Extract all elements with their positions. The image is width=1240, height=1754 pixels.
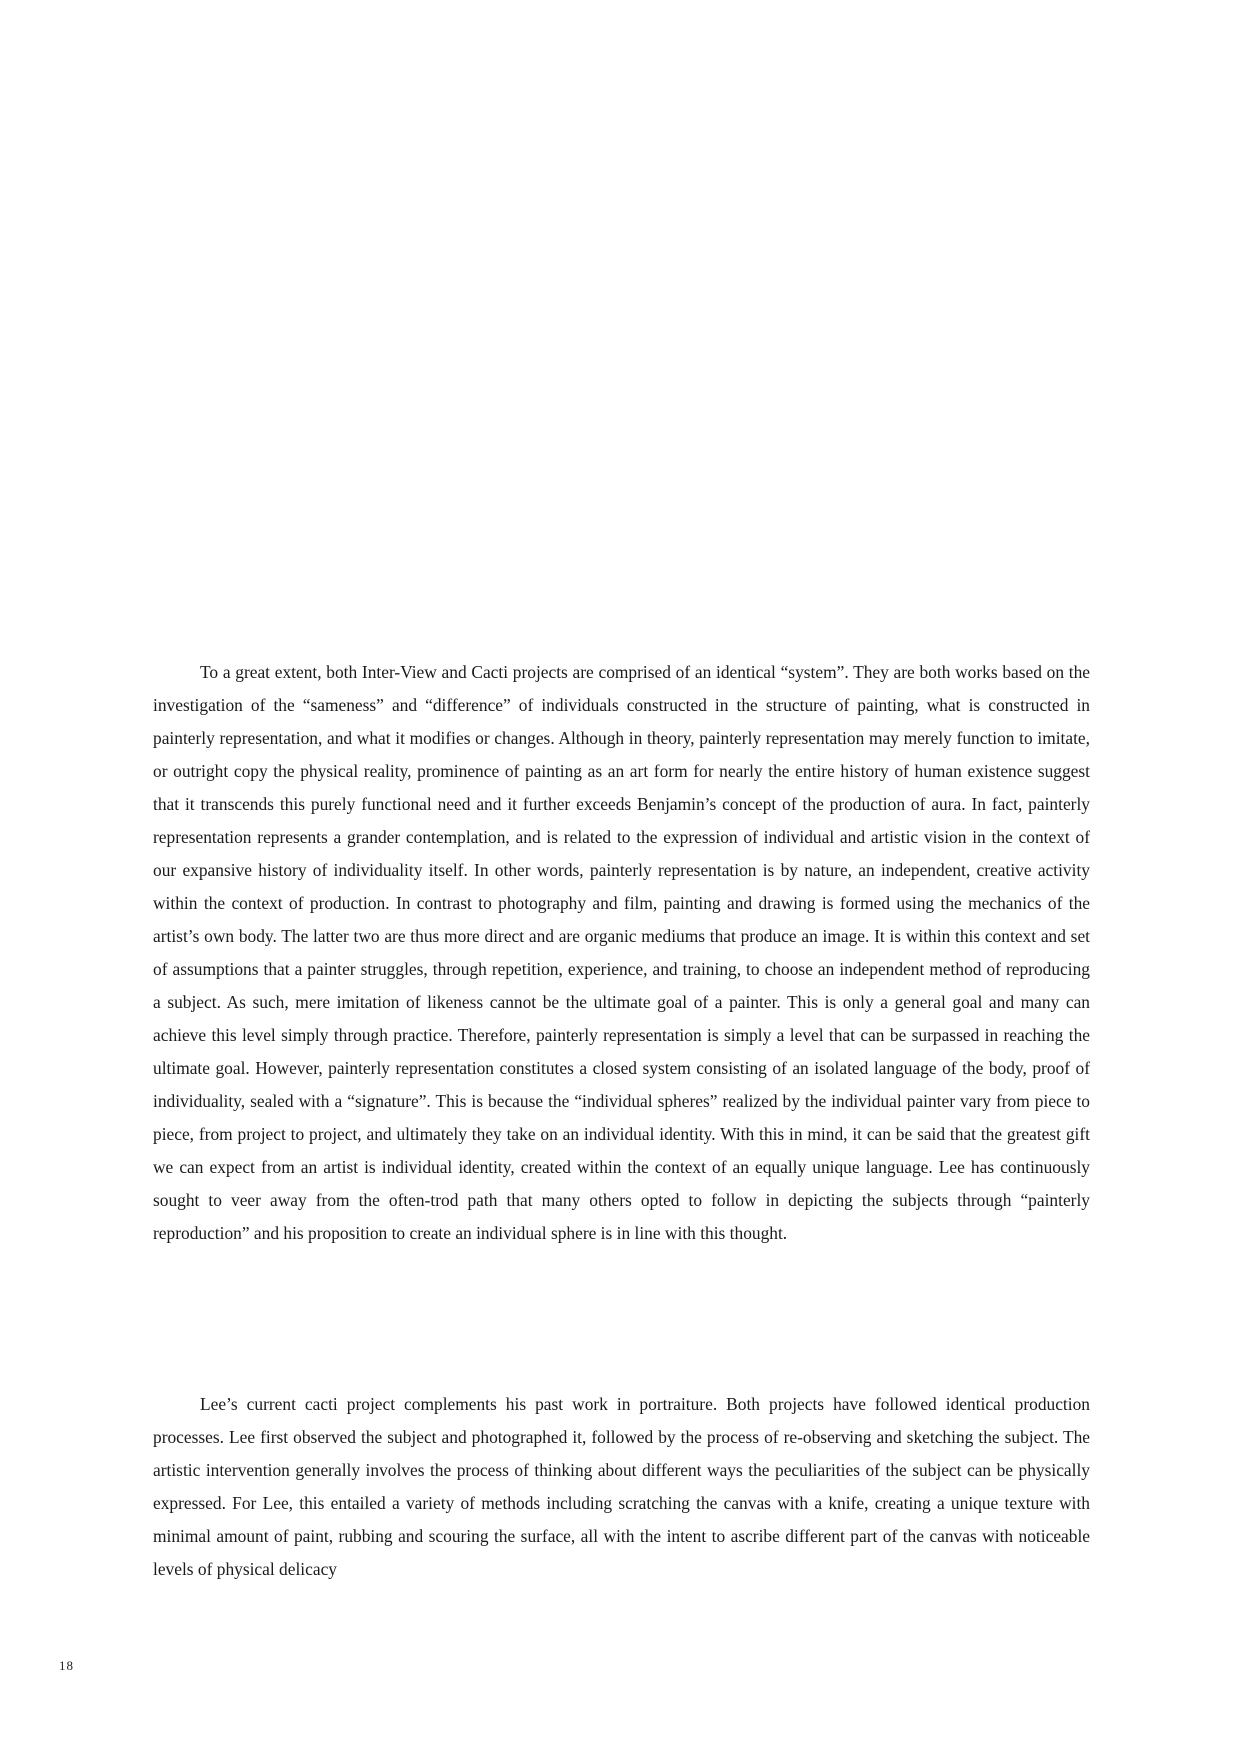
body-paragraph-2: Lee’s current cacti project complements his past work in portraiture. Both projects have followed identical production processes. Lee first observed the subject and photographed it, followed by the process of re-observing and sketching the subject. The artistic intervention generally involves the process of thinking about different ways the peculiarities of the subject can be physically expressed. For Lee, this entailed a variety of methods including scratching the canvas with a knife, creating a unique texture with minimal amount of paint, rubbing and scouring the surface, all with the intent to ascribe different part of the canvas with noticeable levels of physical delicacy [153,1394,1090,1579]
page-number: 18 [59,1658,74,1673]
body-paragraph-1: To a great extent, both Inter-View and Cacti projects are comprised of an identical “system”. They are both works based on the investigation of the “sameness” and “difference” of individuals constructed in the structure of painting, what is constructed in painterly representation, and what it modifies or changes. Although in theory, painterly representation may merely function to imitate, or outright copy the physical reality, prominence of painting as an art form for nearly the entire history of human existence suggest that it transcends this purely functional need and it further exceeds Benjamin’s concept of the production of aura. In fact, painterly representation represents a grander contemplation, and is related to the expression of individual and artistic vision in the context of our expansive history of individuality itself. In other words, painterly representation is by nature, an independent, creative activity within the context of production. In contrast to photography and film, painting and drawing is formed using the mechanics of the artist’s own body. The latter two are thus more direct and are organic mediums that produce an image. It is within this context and set of assumptions that a painter struggles, through repetition, experience, and training, to choose an independent method of reproducing a subject. As such, mere imitation of likeness cannot be the ultimate goal of a painter. This is only a general goal and many can achieve this level simply through practice. Therefore, painterly representation is simply a level that can be surpassed in reaching the ultimate goal. However, painterly representation constitutes a closed system consisting of an isolated language of the body, proof of individuality, sealed with a “signature”. This is because the “individual spheres” realized by the individual painter vary from piece to piece, from project to project, and ultimately they take on an individual identity. With this in mind, it can be said that the greatest gift we can expect from an artist is individual identity, created within the context of an equally unique language. Lee has continuously sought to veer away from the often-trod path that many others opted to follow in depicting the subjects through “painterly reproduction” and his proposition to create an individual sphere is in line with this thought. [153,662,1090,1243]
